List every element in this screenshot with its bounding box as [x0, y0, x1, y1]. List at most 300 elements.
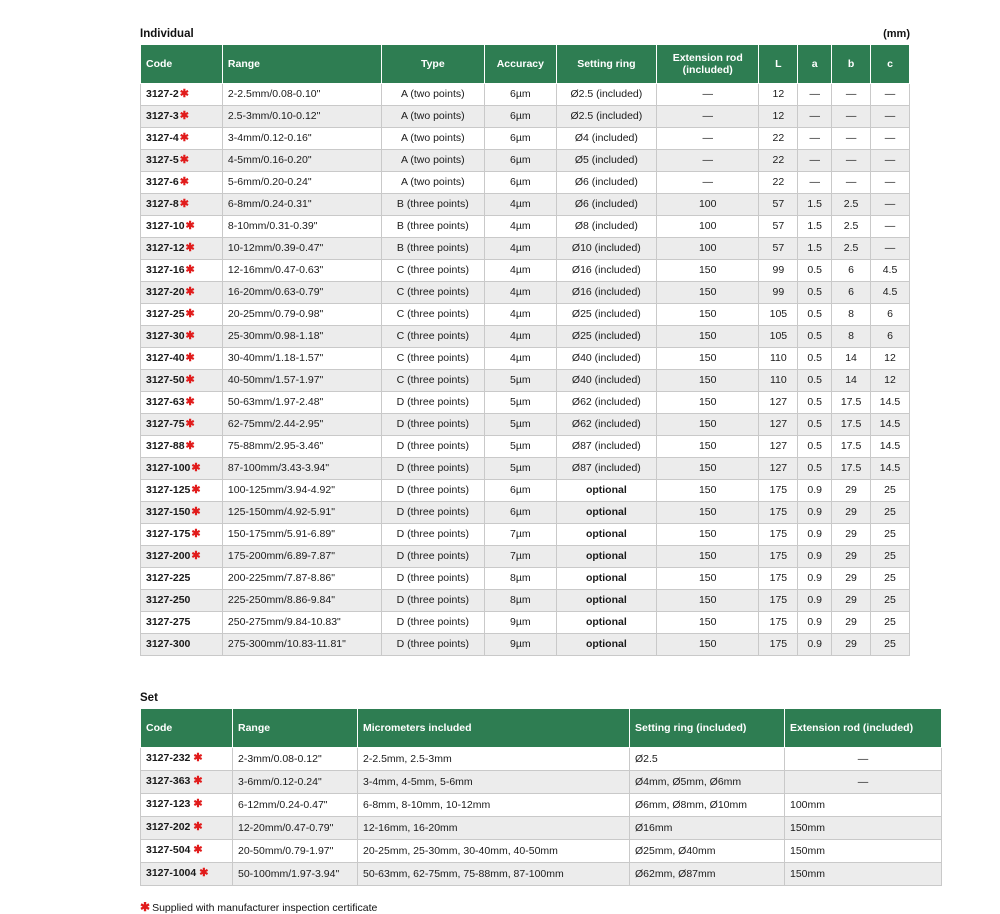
cell-setting-ring: Ø2.5 (included) [556, 106, 656, 128]
set-section [140, 692, 914, 886]
cell-L: 105 [759, 304, 798, 326]
cell-accuracy: 6µm [485, 84, 557, 106]
col-header-extension-rod: Extension rod (included) [657, 45, 759, 84]
cell-extension-rod: 150 [657, 282, 759, 304]
cell-b: 29 [832, 634, 871, 656]
cell-extension-rod: — [785, 748, 942, 771]
footnote [140, 900, 910, 914]
code-text: 3127-300 [146, 638, 191, 651]
cell-code [141, 480, 223, 502]
cell-setting-ring: Ø4 (included) [556, 128, 656, 150]
cell-setting-ring: Ø2.5 (included) [556, 84, 656, 106]
datasheet-page [140, 28, 914, 914]
cell-c: 12 [871, 370, 910, 392]
set-section-header [140, 692, 910, 704]
cell-micrometers: 12-16mm, 16-20mm [358, 817, 630, 840]
cell-c: — [871, 84, 910, 106]
code-text: 3127-200 [146, 549, 191, 562]
col-header-L: L [759, 45, 798, 84]
cell-a: 0.5 [798, 436, 832, 458]
asterisk-icon: ✱ [179, 175, 189, 188]
cell-setting-ring: optional [556, 524, 656, 546]
asterisk-icon: ✱ [185, 219, 195, 232]
cell-range: 6-8mm/0.24-0.31" [222, 194, 381, 216]
cell-extension-rod: 150 [657, 480, 759, 502]
set-table-body [141, 748, 942, 886]
cell-a: 0.5 [798, 282, 832, 304]
asterisk-icon: ✱ [193, 844, 203, 857]
cell-code [141, 260, 223, 282]
table-row [141, 863, 942, 886]
cell-range: 50-100mm/1.97-3.94" [233, 863, 358, 886]
cell-micrometers: 3-4mm, 4-5mm, 5-6mm [358, 771, 630, 794]
asterisk-icon: ✱ [185, 285, 195, 298]
cell-setting-ring: Ø8 (included) [556, 216, 656, 238]
code-text: 3127-16 [146, 263, 185, 276]
cell-b: — [832, 106, 871, 128]
asterisk-icon: ✱ [179, 131, 189, 144]
cell-type: A (two points) [381, 172, 484, 194]
cell-accuracy: 4µm [485, 194, 557, 216]
cell-b: 17.5 [832, 414, 871, 436]
asterisk-icon: ✱ [185, 241, 195, 254]
cell-b: — [832, 172, 871, 194]
cell-a: 0.9 [798, 590, 832, 612]
set-col-header-extension-rod: Extension rod (included) [785, 709, 942, 748]
cell-L: 57 [759, 216, 798, 238]
cell-range: 2-3mm/0.08-0.12" [233, 748, 358, 771]
individual-title: Individual [140, 28, 194, 40]
cell-L: 175 [759, 502, 798, 524]
cell-accuracy: 6µm [485, 128, 557, 150]
table-row [141, 392, 910, 414]
cell-code [141, 612, 223, 634]
cell-range: 87-100mm/3.43-3.94" [222, 458, 381, 480]
code-text: 3127-4 [146, 131, 179, 144]
col-header-accuracy: Accuracy [485, 45, 557, 84]
cell-extension-rod: 150 [657, 370, 759, 392]
cell-extension-rod: 150 [657, 414, 759, 436]
cell-extension-rod: — [657, 84, 759, 106]
cell-code [141, 128, 223, 150]
cell-code [141, 414, 223, 436]
cell-setting-ring: Ø6mm, Ø8mm, Ø10mm [630, 794, 785, 817]
table-row [141, 414, 910, 436]
cell-type: D (three points) [381, 634, 484, 656]
cell-c: — [871, 150, 910, 172]
cell-accuracy: 8µm [485, 568, 557, 590]
cell-range: 20-50mm/0.79-1.97" [233, 840, 358, 863]
cell-accuracy: 4µm [485, 326, 557, 348]
cell-code [141, 840, 233, 863]
asterisk-icon: ✱ [193, 821, 203, 834]
cell-L: 110 [759, 348, 798, 370]
cell-extension-rod: — [657, 106, 759, 128]
cell-a: 0.9 [798, 634, 832, 656]
cell-code [141, 348, 223, 370]
individual-table-header-row [141, 45, 910, 84]
cell-extension-rod: 150 [657, 568, 759, 590]
cell-type: A (two points) [381, 106, 484, 128]
cell-code [141, 748, 233, 771]
asterisk-icon: ✱ [185, 307, 195, 320]
cell-code [141, 238, 223, 260]
asterisk-icon: ✱ [185, 263, 195, 276]
set-col-header-range: Range [233, 709, 358, 748]
cell-extension-rod: 150 [657, 612, 759, 634]
cell-b: 29 [832, 524, 871, 546]
table-row [141, 348, 910, 370]
table-row [141, 238, 910, 260]
code-text: 3127-250 [146, 594, 191, 607]
code-text: 3127-6 [146, 175, 179, 188]
cell-extension-rod: 100 [657, 216, 759, 238]
cell-a: 0.5 [798, 260, 832, 282]
cell-setting-ring: Ø5 (included) [556, 150, 656, 172]
cell-a: 0.9 [798, 568, 832, 590]
asterisk-icon: ✱ [193, 775, 203, 788]
set-col-header-setting-ring: Setting ring (included) [630, 709, 785, 748]
code-text: 3127-123 [146, 798, 191, 811]
cell-a: 1.5 [798, 194, 832, 216]
cell-accuracy: 6µm [485, 480, 557, 502]
cell-type: B (three points) [381, 194, 484, 216]
col-header-type: Type [381, 45, 484, 84]
cell-type: D (three points) [381, 458, 484, 480]
asterisk-icon: ✱ [185, 439, 195, 452]
cell-L: 22 [759, 150, 798, 172]
cell-range: 10-12mm/0.39-0.47" [222, 238, 381, 260]
cell-setting-ring: Ø16 (included) [556, 282, 656, 304]
cell-extension-rod: 150mm [785, 817, 942, 840]
cell-type: D (three points) [381, 524, 484, 546]
table-row [141, 612, 910, 634]
cell-a: — [798, 172, 832, 194]
asterisk-icon: ✱ [191, 527, 201, 540]
cell-L: 12 [759, 106, 798, 128]
col-header-a: a [798, 45, 832, 84]
cell-range: 250-275mm/9.84-10.83" [222, 612, 381, 634]
cell-accuracy: 7µm [485, 546, 557, 568]
cell-setting-ring: optional [556, 546, 656, 568]
cell-c: 25 [871, 634, 910, 656]
cell-b: 29 [832, 590, 871, 612]
cell-code [141, 326, 223, 348]
cell-range: 2-2.5mm/0.08-0.10" [222, 84, 381, 106]
cell-a: — [798, 106, 832, 128]
cell-range: 5-6mm/0.20-0.24" [222, 172, 381, 194]
cell-micrometers: 20-25mm, 25-30mm, 30-40mm, 40-50mm [358, 840, 630, 863]
code-text: 3127-125 [146, 483, 191, 496]
table-row [141, 370, 910, 392]
cell-micrometers: 6-8mm, 8-10mm, 10-12mm [358, 794, 630, 817]
cell-extension-rod: — [657, 172, 759, 194]
cell-range: 16-20mm/0.63-0.79" [222, 282, 381, 304]
cell-range: 50-63mm/1.97-2.48" [222, 392, 381, 414]
cell-c: 6 [871, 304, 910, 326]
cell-type: D (three points) [381, 480, 484, 502]
cell-L: 175 [759, 590, 798, 612]
asterisk-icon: ✱ [191, 505, 201, 518]
cell-code [141, 282, 223, 304]
code-text: 3127-8 [146, 197, 179, 210]
cell-L: 127 [759, 414, 798, 436]
cell-c: — [871, 172, 910, 194]
cell-c: 25 [871, 590, 910, 612]
table-row [141, 282, 910, 304]
cell-type: A (two points) [381, 128, 484, 150]
cell-extension-rod: 150 [657, 458, 759, 480]
cell-c: 4.5 [871, 260, 910, 282]
set-table-header-row [141, 709, 942, 748]
code-text: 3127-88 [146, 439, 185, 452]
cell-accuracy: 5µm [485, 414, 557, 436]
code-text: 3127-3 [146, 109, 179, 122]
cell-a: 0.9 [798, 546, 832, 568]
table-row [141, 260, 910, 282]
code-text: 3127-275 [146, 616, 191, 629]
cell-range: 4-5mm/0.16-0.20" [222, 150, 381, 172]
cell-L: 175 [759, 480, 798, 502]
table-row [141, 748, 942, 771]
cell-a: 0.9 [798, 480, 832, 502]
cell-setting-ring: Ø6 (included) [556, 194, 656, 216]
cell-c: 25 [871, 480, 910, 502]
cell-b: 29 [832, 480, 871, 502]
cell-code [141, 502, 223, 524]
cell-range: 200-225mm/7.87-8.86" [222, 568, 381, 590]
cell-c: — [871, 194, 910, 216]
code-text: 3127-100 [146, 461, 191, 474]
table-row [141, 194, 910, 216]
asterisk-icon: ✱ [191, 461, 201, 474]
cell-extension-rod: 100 [657, 194, 759, 216]
cell-b: 29 [832, 502, 871, 524]
cell-b: 14 [832, 370, 871, 392]
cell-L: 57 [759, 194, 798, 216]
table-row [141, 480, 910, 502]
cell-b: 2.5 [832, 238, 871, 260]
cell-L: 22 [759, 172, 798, 194]
cell-code [141, 194, 223, 216]
cell-a: — [798, 84, 832, 106]
cell-accuracy: 9µm [485, 634, 557, 656]
cell-accuracy: 4µm [485, 216, 557, 238]
cell-type: A (two points) [381, 150, 484, 172]
cell-accuracy: 4µm [485, 260, 557, 282]
code-text: 3127-202 [146, 821, 191, 834]
cell-setting-ring: Ø2.5 [630, 748, 785, 771]
cell-setting-ring: optional [556, 568, 656, 590]
cell-setting-ring: Ø25mm, Ø40mm [630, 840, 785, 863]
cell-c: 25 [871, 524, 910, 546]
individual-table-body [141, 84, 910, 656]
table-row [141, 436, 910, 458]
asterisk-icon: ✱ [185, 395, 195, 408]
col-header-b: b [832, 45, 871, 84]
cell-c: 14.5 [871, 392, 910, 414]
table-row [141, 794, 942, 817]
cell-type: D (three points) [381, 436, 484, 458]
cell-extension-rod: 150 [657, 502, 759, 524]
code-text: 3127-40 [146, 351, 185, 364]
code-text: 3127-25 [146, 307, 185, 320]
cell-range: 25-30mm/0.98-1.18" [222, 326, 381, 348]
cell-accuracy: 6µm [485, 502, 557, 524]
individual-table [140, 44, 910, 656]
cell-a: 1.5 [798, 216, 832, 238]
cell-extension-rod: 150 [657, 326, 759, 348]
cell-type: C (three points) [381, 282, 484, 304]
cell-code [141, 590, 223, 612]
cell-c: 14.5 [871, 458, 910, 480]
asterisk-icon: ✱ [179, 197, 189, 210]
cell-a: 0.5 [798, 304, 832, 326]
cell-type: D (three points) [381, 392, 484, 414]
individual-section-header [140, 28, 910, 40]
asterisk-icon: ✱ [193, 752, 203, 765]
asterisk-icon: ✱ [199, 867, 209, 880]
cell-range: 12-16mm/0.47-0.63" [222, 260, 381, 282]
cell-extension-rod: 150 [657, 348, 759, 370]
cell-setting-ring: optional [556, 480, 656, 502]
code-text: 3127-12 [146, 241, 185, 254]
code-text: 3127-2 [146, 87, 179, 100]
set-col-header-micrometers: Micrometers included [358, 709, 630, 748]
cell-setting-ring: Ø6 (included) [556, 172, 656, 194]
code-text: 3127-75 [146, 417, 185, 430]
cell-b: 8 [832, 326, 871, 348]
table-row [141, 304, 910, 326]
code-text: 3127-232 [146, 752, 191, 765]
table-row [141, 216, 910, 238]
table-row [141, 128, 910, 150]
table-row [141, 172, 910, 194]
cell-type: C (three points) [381, 304, 484, 326]
cell-a: 0.5 [798, 370, 832, 392]
cell-micrometers: 2-2.5mm, 2.5-3mm [358, 748, 630, 771]
code-text: 3127-50 [146, 373, 185, 386]
cell-setting-ring: Ø4mm, Ø5mm, Ø6mm [630, 771, 785, 794]
cell-range: 2.5-3mm/0.10-0.12" [222, 106, 381, 128]
cell-setting-ring: Ø87 (included) [556, 458, 656, 480]
table-row [141, 84, 910, 106]
col-header-range: Range [222, 45, 381, 84]
cell-type: C (three points) [381, 348, 484, 370]
cell-b: 17.5 [832, 458, 871, 480]
code-text: 3127-504 [146, 844, 191, 857]
cell-range: 20-25mm/0.79-0.98" [222, 304, 381, 326]
cell-setting-ring: Ø16 (included) [556, 260, 656, 282]
cell-type: D (three points) [381, 414, 484, 436]
cell-L: 127 [759, 392, 798, 414]
cell-a: 0.5 [798, 348, 832, 370]
code-text: 3127-63 [146, 395, 185, 408]
table-row [141, 590, 910, 612]
cell-type: D (three points) [381, 546, 484, 568]
cell-setting-ring: Ø25 (included) [556, 304, 656, 326]
cell-c: 12 [871, 348, 910, 370]
cell-accuracy: 5µm [485, 436, 557, 458]
cell-b: 2.5 [832, 194, 871, 216]
cell-type: C (three points) [381, 326, 484, 348]
cell-range: 30-40mm/1.18-1.57" [222, 348, 381, 370]
cell-code [141, 863, 233, 886]
cell-a: 0.9 [798, 524, 832, 546]
cell-extension-rod: 150 [657, 260, 759, 282]
cell-range: 3-4mm/0.12-0.16" [222, 128, 381, 150]
table-row [141, 546, 910, 568]
cell-code [141, 771, 233, 794]
cell-b: 2.5 [832, 216, 871, 238]
cell-code [141, 216, 223, 238]
cell-range: 8-10mm/0.31-0.39" [222, 216, 381, 238]
cell-accuracy: 6µm [485, 172, 557, 194]
cell-range: 100-125mm/3.94-4.92" [222, 480, 381, 502]
cell-a: — [798, 128, 832, 150]
cell-c: 4.5 [871, 282, 910, 304]
unit-label: (mm) [883, 28, 910, 40]
cell-accuracy: 5µm [485, 370, 557, 392]
cell-a: 0.9 [798, 502, 832, 524]
cell-extension-rod: 150 [657, 304, 759, 326]
cell-L: 175 [759, 634, 798, 656]
cell-c: 25 [871, 546, 910, 568]
cell-setting-ring: Ø40 (included) [556, 370, 656, 392]
cell-L: 175 [759, 568, 798, 590]
table-row [141, 326, 910, 348]
cell-setting-ring: Ø62 (included) [556, 392, 656, 414]
cell-setting-ring: Ø40 (included) [556, 348, 656, 370]
cell-code [141, 634, 223, 656]
cell-type: D (three points) [381, 568, 484, 590]
asterisk-icon: ✱ [140, 900, 151, 914]
asterisk-icon: ✱ [185, 373, 195, 386]
cell-range: 12-20mm/0.47-0.79" [233, 817, 358, 840]
table-row [141, 771, 942, 794]
col-header-setting-ring: Setting ring [556, 45, 656, 84]
cell-setting-ring: Ø62mm, Ø87mm [630, 863, 785, 886]
cell-code [141, 436, 223, 458]
table-row [141, 150, 910, 172]
cell-extension-rod: 150 [657, 392, 759, 414]
cell-code [141, 458, 223, 480]
cell-b: — [832, 150, 871, 172]
cell-type: B (three points) [381, 238, 484, 260]
cell-type: A (two points) [381, 84, 484, 106]
cell-type: B (three points) [381, 216, 484, 238]
cell-type: C (three points) [381, 370, 484, 392]
cell-L: 127 [759, 436, 798, 458]
code-text: 3127-150 [146, 505, 191, 518]
cell-extension-rod: — [657, 150, 759, 172]
cell-setting-ring: optional [556, 612, 656, 634]
cell-accuracy: 4µm [485, 348, 557, 370]
cell-b: 8 [832, 304, 871, 326]
cell-code [141, 172, 223, 194]
cell-L: 22 [759, 128, 798, 150]
cell-range: 125-150mm/4.92-5.91" [222, 502, 381, 524]
cell-L: 175 [759, 612, 798, 634]
cell-L: 12 [759, 84, 798, 106]
cell-c: 25 [871, 612, 910, 634]
code-text: 3127-5 [146, 153, 179, 166]
footnote-text: Supplied with manufacturer inspection certificate [152, 902, 378, 914]
cell-b: 29 [832, 568, 871, 590]
cell-extension-rod: 150 [657, 524, 759, 546]
cell-b: 6 [832, 260, 871, 282]
code-text: 3127-20 [146, 285, 185, 298]
